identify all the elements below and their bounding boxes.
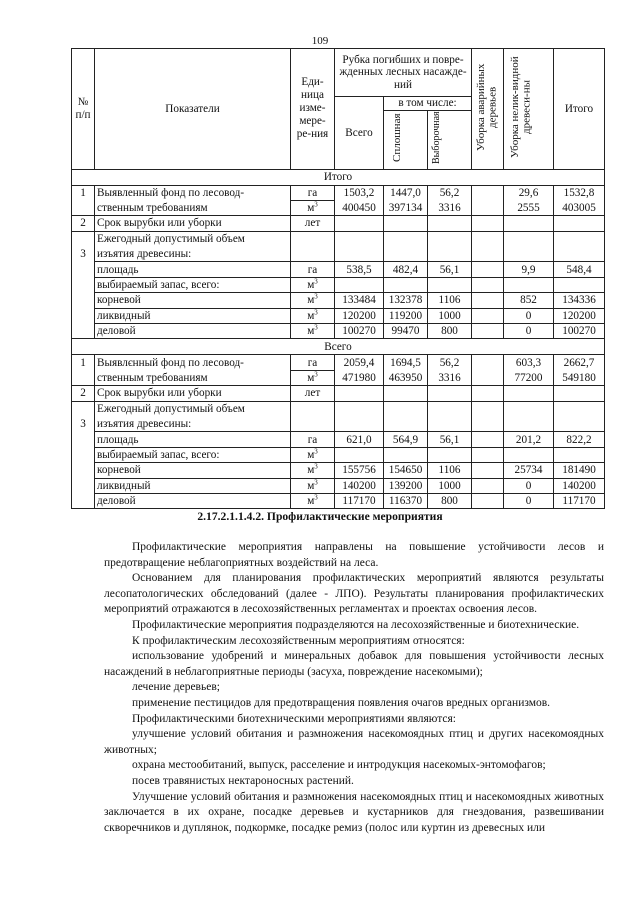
- cell-clear: 564,9: [384, 432, 428, 447]
- paragraph: охрана местообитаний, выпуск, расселение и интродукция насекомых-энтомофагов;: [132, 759, 546, 772]
- cell-emergency: [472, 324, 504, 339]
- table-row: [72, 355, 605, 370]
- cell-grand: 117170: [554, 493, 605, 508]
- cell-selective: 1106: [428, 463, 472, 478]
- table-row: [72, 308, 605, 323]
- header-selective: [428, 111, 472, 170]
- cell-total: 117170: [335, 493, 384, 508]
- cell-selective: [428, 216, 472, 231]
- cell-total: 100270: [335, 324, 384, 339]
- row-number: [72, 463, 95, 478]
- row-unit: $м^3$: [291, 447, 335, 462]
- row-label: Ежегодный допустимый объем: [95, 231, 291, 246]
- row-label: деловой: [95, 493, 291, 508]
- page-number: 109: [311, 35, 329, 47]
- cell-selective: 800: [428, 493, 472, 508]
- paragraph: К профилактическим лесохозяйственным мероприятиям относятся:: [132, 634, 465, 647]
- row-label: ственным требованиям: [95, 200, 291, 215]
- row-label: ликвидный: [95, 478, 291, 493]
- cell-clear: [384, 447, 428, 462]
- cell-total: [335, 447, 384, 462]
- header-clear-text: Сплошная: [390, 113, 403, 163]
- row-number: [72, 432, 95, 447]
- row-number: 3: [72, 247, 95, 262]
- cell-clear: [384, 277, 428, 292]
- cell-emergency: [472, 308, 504, 323]
- row-unit: $м^3$: [291, 200, 335, 215]
- row-number: [72, 324, 95, 339]
- cell-grand: [554, 416, 605, 431]
- row-number: [72, 401, 95, 416]
- cell-emergency: [472, 463, 504, 478]
- paragraph: Профилактическими биотехническими мероприятиями являются:: [132, 712, 456, 725]
- cell-grand: [554, 277, 605, 292]
- cell-illiquid: 0: [504, 308, 554, 323]
- header-illiquid: [504, 49, 554, 170]
- row-label: выбираемый запас, всего:: [95, 277, 291, 292]
- cell-total: [335, 401, 384, 416]
- cell-emergency: [472, 478, 504, 493]
- cell-emergency: [472, 200, 504, 215]
- row-unit: лет: [291, 216, 335, 231]
- row-unit: га: [291, 355, 335, 370]
- row-label: деловой: [95, 324, 291, 339]
- cell-selective: 56,1: [428, 262, 472, 277]
- cell-selective: 56,2: [428, 185, 472, 200]
- row-label: Ежегодный допустимый объем: [95, 401, 291, 416]
- row-number: [72, 262, 95, 277]
- cell-emergency: [472, 262, 504, 277]
- cell-emergency: [472, 386, 504, 401]
- cell-illiquid: [504, 277, 554, 292]
- cell-grand: 100270: [554, 324, 605, 339]
- table-row: [72, 216, 605, 231]
- cell-emergency: [472, 185, 504, 200]
- cell-selective: 1106: [428, 293, 472, 308]
- cell-total: 471980: [335, 370, 384, 385]
- cell-grand: 549180: [554, 370, 605, 385]
- cell-grand: [554, 216, 605, 231]
- section-row: [72, 339, 605, 355]
- row-unit: [291, 401, 335, 416]
- row-unit: [291, 231, 335, 246]
- cell-clear: 482,4: [384, 262, 428, 277]
- cell-total: 400450: [335, 200, 384, 215]
- cell-selective: [428, 447, 472, 462]
- cell-total: 133484: [335, 293, 384, 308]
- cell-grand: 2662,7: [554, 355, 605, 370]
- cell-clear: 139200: [384, 478, 428, 493]
- cell-total: [335, 386, 384, 401]
- row-number: 1: [72, 355, 95, 370]
- cell-grand: 403005: [554, 200, 605, 215]
- section-title: Всего: [72, 339, 605, 355]
- cell-clear: 463950: [384, 370, 428, 385]
- row-unit: [291, 247, 335, 262]
- cell-selective: 56,2: [428, 355, 472, 370]
- cell-total: [335, 416, 384, 431]
- row-label: ственным требованиям: [95, 370, 291, 385]
- row-unit: га: [291, 432, 335, 447]
- cell-illiquid: 0: [504, 324, 554, 339]
- table-row: [72, 432, 605, 447]
- header-emergency-text: Уборка аварийных деревьев: [475, 63, 499, 151]
- cell-illiquid: [504, 447, 554, 462]
- cell-illiquid: 852: [504, 293, 554, 308]
- cell-selective: 1000: [428, 478, 472, 493]
- cell-emergency: [472, 432, 504, 447]
- row-number: 2: [72, 386, 95, 401]
- cell-total: [335, 247, 384, 262]
- cell-total: [335, 216, 384, 231]
- cell-clear: [384, 401, 428, 416]
- row-label: Выявленный фонд по лесовод-: [95, 185, 291, 200]
- row-label: корневой: [95, 293, 291, 308]
- cell-clear: [384, 216, 428, 231]
- cell-clear: [384, 416, 428, 431]
- cell-emergency: [472, 277, 504, 292]
- cell-emergency: [472, 370, 504, 385]
- cell-clear: 154650: [384, 463, 428, 478]
- header-total-felling: Всего: [335, 97, 384, 170]
- row-number: [72, 447, 95, 462]
- cell-illiquid: 2555: [504, 200, 554, 215]
- row-unit: га: [291, 185, 335, 200]
- header-emergency: [472, 49, 504, 170]
- header-felling-group: Рубка погибших и повре-жденных лесных насажде-ний: [335, 49, 472, 97]
- header-indicators: Показатели: [95, 49, 291, 170]
- cell-grand: 134336: [554, 293, 605, 308]
- cell-total: 538,5: [335, 262, 384, 277]
- table-row: [72, 262, 605, 277]
- row-unit: га: [291, 262, 335, 277]
- row-unit: $м^3$: [291, 324, 335, 339]
- cell-clear: 397134: [384, 200, 428, 215]
- table-row: [72, 463, 605, 478]
- row-unit: $м^3$: [291, 277, 335, 292]
- header-unit: Еди-ница изме-мере-ре-ния: [291, 49, 335, 170]
- row-number: [72, 370, 95, 385]
- cell-total: [335, 231, 384, 246]
- cell-emergency: [472, 447, 504, 462]
- header-grand-total: Итого: [554, 49, 605, 170]
- cell-selective: 3316: [428, 370, 472, 385]
- row-label: площадь: [95, 262, 291, 277]
- cell-emergency: [472, 247, 504, 262]
- row-unit: лет: [291, 386, 335, 401]
- row-number: [72, 478, 95, 493]
- cell-emergency: [472, 493, 504, 508]
- section-heading: 2.17.2.1.1.4.2. Профилактические мероприятия: [197, 510, 443, 523]
- section-title: Итого: [72, 169, 605, 185]
- table-row: [72, 370, 605, 385]
- table-row: [72, 200, 605, 215]
- table-row: [72, 277, 605, 292]
- row-label: выбираемый запас, всего:: [95, 447, 291, 462]
- cell-grand: 120200: [554, 308, 605, 323]
- header-num: № п/п: [72, 49, 95, 170]
- cell-clear: 116370: [384, 493, 428, 508]
- row-number: [72, 308, 95, 323]
- cell-clear: 119200: [384, 308, 428, 323]
- paragraph: улучшение условий обитания и размножения насекомоядных птиц и других насекомоядных животных;: [104, 728, 604, 756]
- cell-emergency: [472, 401, 504, 416]
- cell-illiquid: [504, 416, 554, 431]
- cell-illiquid: 201,2: [504, 432, 554, 447]
- cell-illiquid: [504, 216, 554, 231]
- cell-illiquid: [504, 386, 554, 401]
- row-label: корневой: [95, 463, 291, 478]
- cell-emergency: [472, 231, 504, 246]
- cell-grand: [554, 231, 605, 246]
- header-clear: [384, 111, 428, 170]
- cell-selective: 1000: [428, 308, 472, 323]
- row-label: Срок вырубки или уборки: [95, 216, 291, 231]
- cell-grand: 140200: [554, 478, 605, 493]
- row-label: изъятия древесины:: [95, 416, 291, 431]
- cell-illiquid: [504, 247, 554, 262]
- table-row: [72, 401, 605, 416]
- cell-selective: [428, 416, 472, 431]
- header-illiquid-text: Уборка нелик-видной древеси-ны: [508, 56, 532, 158]
- table-row: [72, 493, 605, 508]
- cell-illiquid: 25734: [504, 463, 554, 478]
- row-number: 1: [72, 185, 95, 200]
- cell-illiquid: 29,6: [504, 185, 554, 200]
- paragraph: Профилактические мероприятия направлены на повышение устойчивости лесов и предотвращение неблагоприятных воздействий на леса.: [104, 541, 604, 569]
- row-number: 2: [72, 216, 95, 231]
- cell-grand: 181490: [554, 463, 605, 478]
- cell-total: [335, 277, 384, 292]
- table-body: [72, 169, 605, 509]
- paragraph: использование удобрений и минеральных добавок для повышения устойчивости лесных насаждений в неблагоприятные периоды (засуха, повреждение насекомыми);: [104, 650, 604, 678]
- row-number: [72, 293, 95, 308]
- table-row: [72, 478, 605, 493]
- cell-clear: 1694,5: [384, 355, 428, 370]
- row-label: Срок вырубки или уборки: [95, 386, 291, 401]
- cell-clear: [384, 231, 428, 246]
- cell-emergency: [472, 216, 504, 231]
- cell-clear: 99470: [384, 324, 428, 339]
- cell-selective: [428, 386, 472, 401]
- row-number: [72, 231, 95, 246]
- header-including: в том числе:: [384, 97, 472, 111]
- row-unit: $м^3$: [291, 308, 335, 323]
- cell-emergency: [472, 293, 504, 308]
- cell-emergency: [472, 355, 504, 370]
- header-selective-text: Выборочная: [430, 111, 442, 165]
- cell-clear: [384, 386, 428, 401]
- cell-illiquid: 9,9: [504, 262, 554, 277]
- cell-grand: [554, 386, 605, 401]
- cell-total: 120200: [335, 308, 384, 323]
- cell-selective: 3316: [428, 200, 472, 215]
- cell-grand: 548,4: [554, 262, 605, 277]
- row-unit: [291, 416, 335, 431]
- row-label: изъятия древесины:: [95, 247, 291, 262]
- row-unit: $м^3$: [291, 463, 335, 478]
- paragraph: Основанием для планирования профилактических мероприятий являются результаты лесопатологических обследований (далее - ЛПО). Результаты планирования профилактических мероприятий отражаются в лесохозяйственных регламентах и проектах освоения лесов.: [104, 572, 604, 616]
- paragraph: применение пестицидов для предотвращения появления очагов вредных организмов.: [132, 696, 551, 709]
- cell-illiquid: [504, 401, 554, 416]
- cell-illiquid: 0: [504, 478, 554, 493]
- cell-selective: [428, 247, 472, 262]
- felling-table: [71, 48, 605, 509]
- cell-total: 140200: [335, 478, 384, 493]
- cell-grand: 1532,8: [554, 185, 605, 200]
- table-row: [72, 447, 605, 462]
- cell-grand: [554, 247, 605, 262]
- cell-total: 621,0: [335, 432, 384, 447]
- cell-total: 2059,4: [335, 355, 384, 370]
- table-row: [72, 293, 605, 308]
- row-unit: $м^3$: [291, 293, 335, 308]
- row-number: [72, 200, 95, 215]
- cell-total: 1503,2: [335, 185, 384, 200]
- cell-clear: 1447,0: [384, 185, 428, 200]
- cell-grand: 822,2: [554, 432, 605, 447]
- cell-grand: [554, 401, 605, 416]
- paragraph: посев травянистых нектароносных растений.: [132, 774, 354, 787]
- paragraph: лечение деревьев;: [132, 681, 220, 694]
- table-row: [72, 231, 605, 246]
- table-row: [72, 324, 605, 339]
- cell-illiquid: 77200: [504, 370, 554, 385]
- cell-total: 155756: [335, 463, 384, 478]
- row-label: Выявлєнный фонд по лесовод-: [95, 355, 291, 370]
- row-number: 3: [72, 416, 95, 431]
- cell-selective: [428, 277, 472, 292]
- paragraph: Улучшение условий обитания и размножения насекомоядных птиц и насекомоядных животных заключается в их охране, посадке деревьев и кустарников для гнездования, развешивании скворечников и дуплянок, подкормке, посадке ремиз (полос или куртин из древесных или: [104, 790, 604, 834]
- table-row: [72, 185, 605, 200]
- row-unit: $м^3$: [291, 370, 335, 385]
- cell-illiquid: 0: [504, 493, 554, 508]
- cell-selective: [428, 401, 472, 416]
- row-number: [72, 493, 95, 508]
- body-text: [104, 540, 604, 836]
- table-row: [72, 247, 605, 262]
- table-row: [72, 386, 605, 401]
- paragraph: Профилактические мероприятия подразделяются на лесохозяйственные и биотехнические.: [132, 618, 580, 631]
- row-label: ликвидный: [95, 308, 291, 323]
- cell-clear: 132378: [384, 293, 428, 308]
- row-unit: $м^3$: [291, 493, 335, 508]
- table-row: [72, 416, 605, 431]
- section-row: [72, 169, 605, 185]
- cell-selective: 800: [428, 324, 472, 339]
- row-label: площадь: [95, 432, 291, 447]
- cell-grand: [554, 447, 605, 462]
- row-number: [72, 277, 95, 292]
- cell-selective: [428, 231, 472, 246]
- cell-clear: [384, 247, 428, 262]
- cell-illiquid: [504, 231, 554, 246]
- row-unit: $м^3$: [291, 478, 335, 493]
- cell-selective: 56,1: [428, 432, 472, 447]
- cell-illiquid: 603,3: [504, 355, 554, 370]
- cell-emergency: [472, 416, 504, 431]
